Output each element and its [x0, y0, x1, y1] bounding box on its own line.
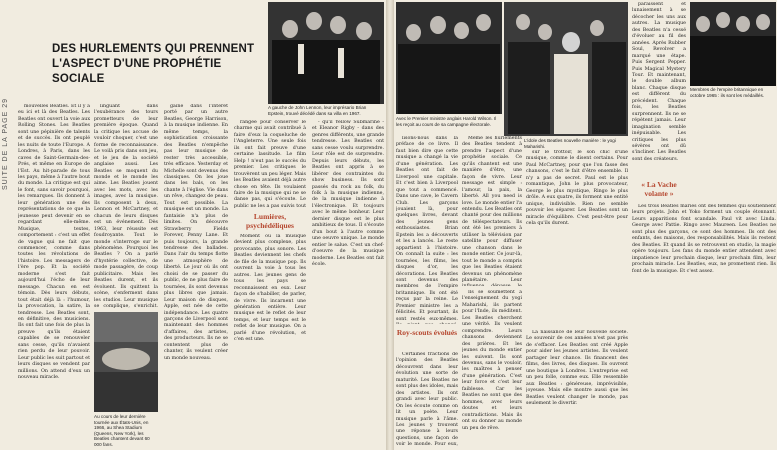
column-text: Ils se soumettent à l'enseignement du yogi Maharishi, ils partent pour l'Inde, ils méditent. Les Beatles cherchent une vérité. Ils veulent comprendre. Leurs chansons deviennent des prières. Et les jeunes du monde entier les suivent. Ils sont devenus, sans le vouloir, les maîtres à penser d'une génération. C'est leur force et c'est leur faiblesse. Car les Beatles ne sont que des hommes, avec leurs doutes et leurs contradictions. Mais ils ont su donner au monde un peu de rêve.: [462, 290, 522, 431]
photo-shea-stadium: [94, 312, 158, 412]
photo-harold-wilson: [396, 2, 502, 114]
column-text: sur le trottoir, le son chic d'une musique, comme le disent certains. Pour Paul McCartney, pour que l'on fasse des chansons, c'est le fait d'être ensemble. Il n'y a pas de secret. Paul est le plus romantique, John le plus provocateur, George le plus mystique, Ringo le plus drôle. A eux quatre, ils forment une entité unique, indivisible. Rien ne semble pouvoir les séparer. Les Beatles sont un miracle d'équilibre. C'est peut-être pour cela qu'ils durent.: [526, 150, 628, 226]
column-text: Certaines fractions de l'opinion des Beatles découvrent dans leur évolution une sorte de maturité. Les Beatles ne sont plus des idoles, mais des artistes. Ils ont grandi avec leur public. On les écoute comme on lit un poète. Leur musique parle à l'âme. Les jeunes y trouvent une réponse à leurs questions, une façon de voir le monde. Pour eux,: [396, 352, 458, 446]
column-text: rangée pour conserver le charme qui avait contribué à faire d'eux la coqueluche de l'Angleterre. Une seule fois ils ont fait preuve d'une certaine lassitude. Le film Help ! n'eut pas le succès du premier. Les critiques le trouvèrent un peu léger. Mais les Beatles avaient déjà autre chose en tête. Ils voulaient faire de la musique qui ne se danse pas, qui s'écoute. Le public ne les a pas suivis tout: [234, 120, 306, 208]
photo-mbe-medals: [690, 2, 776, 86]
column-text: Moment où la musique devient plus complexe, plus provocante, plus sonore. Les Beatles deviennent les chefs de file de la musique pop. Ils ouvrent la voie à tous les autres. Les jeunes gens de tous les pays se reconnaissent en eux. Leur façon de s'habiller, de parler, de vivre. Ils incarnent une génération entière. Leur musique est le reflet de leur temps, et leur temps est le reflet de leur musique. On a parlé d'une révolution, et c'en est une.: [234, 234, 306, 343]
column-8: [526, 150, 628, 326]
column-3: [164, 104, 228, 446]
caption-mbe: Membres de l'empire britannique en octobre 1965 : ils sont les médaillés.: [690, 87, 765, 98]
column-text: lisons-nous dans la préface de ce livre. Il faut bien dire que cette musique a changé la vie d'une génération. Les Beatles ont fait de Liverpool une capitale. Et c'est bien à Liverpool que tout a commencé. Dans une cave, le Cavern Club. Les garçons jouaient là, pour quelques livres, devant des jeunes gens enthousiastes. Brian Epstein les a découverts et les a lancés. Le reste appartient à l'histoire. On connaît la suite : les tournées, les films, les disques d'or, les décorations. Les Beatles sont devenus des membres de l'empire britannique. Ils ont été reçus par la reine. Le Premier ministre les a félicités. Et pourtant, ils sont restés eux-mêmes.: [396, 136, 458, 322]
column-9: [632, 2, 686, 174]
column-text: paraissent et lunaisement à se décocher les uns aux autres. La musique des Beatles n'a cessé d'évoluer au fil des années. Après Rubber Soul, Revolver a marqué une étape. Puis Sergent Pepper. Puis Magical Mystery Tour. Et maintenant, le double album blanc. Chaque disque est différent du précédent. Chaque fois, les Beatles surprennent. Ils ne se répètent jamais. Leur imagination semble inépuisable. Les critiques les plus sévères ont dû s'incliner. Les Beatles sont des créateurs.: [632, 2, 686, 162]
column-6: [396, 136, 458, 324]
column-text: Les trois Beatles mariés ont des femmes qui soutiennent leurs projets. John et Yoko forment un couple étonnant. Leurs apparitions font scandale. Paul vit avec Linda. George avec Pattie. Ringo avec Maureen. Les Beatles ne sont plus des garçons, ce sont des hommes. Ils ont des enfants, des maisons, des responsabilités. Mais ils restent des Beatles. Et quand ils se retrouvent en studio, la magie opère toujours. Les fans du monde entier attendent avec impatience leur prochain disque, leur prochain film, leur prochain miracle. Les Beatles, eux, ne promettent rien. Ils font de la musique. Et c'est assez.: [632, 204, 776, 274]
column-text: Même les hurlements des Beatles tendent à prendre l'aspect d'une prophétie sociale. Ce qu'ils chantent est une manière d'être, une façon de vivre. Leur message est simple : l'amour, la paix, la liberté. All you need is love. Le monde entier l'a entendu. Les Beatles ont chanté pour des millions de téléspectateurs. Ils ont été les premiers à utiliser la télévision par satellite pour diffuser une chanson dans le monde entier. Ce jour-là, tout le monde a compris que les Beatles étaient devenus un phénomène planétaire. Leur: [462, 136, 522, 283]
caption-maharishi: L'idole des Beatles nouvelle manière : le yogi Maharishi.: [524, 138, 616, 149]
article-title: DES HURLEMENTS QUI PRENNENT L'ASPECT D'UNE PROPHÉTIE SOCIALE: [52, 43, 255, 85]
photo-maharishi: [504, 2, 628, 136]
subhead-vache: « La Vache volante »: [641, 180, 677, 198]
column-7b: [462, 290, 522, 446]
column-text: linguant dans l'exubérance des tours prometteurs de leur première époque. Quand la critique les accuse de vouloir choquer, c'est une forme de reconnaissance. Le voilà pris dans son jeu, et le jeu de la société anglaise aussi. Les Beatles se moquent du monde et le monde les aime. Les Beatles jouent avec les mots, avec les images, avec la musique. Ils composent à deux, Lennon et McCartney, et chacun de leurs disques est un événement. Dès 1963, leur réussite est foudroyante. Tout le monde s'interroge sur le phénomène. Pourquoi les Beatles ? On a parlé d'hystérie collective, de mode passagère, de coup publicitaire. Mais les Beatles durent, et ils évoluent. Ils quittent la scène, s'enferment dans les studios. Leur musique se complique, s'enrichit.: [94, 104, 158, 310]
column-6b: [396, 352, 458, 446]
column-4b: [234, 234, 306, 446]
subhead-lumieres: Lumières, psychédéliques: [246, 212, 294, 230]
column-2: [94, 104, 158, 310]
column-8b: [526, 330, 628, 446]
subhead-scouts: Roy-scouts évolués: [396, 328, 458, 337]
photo-beatles-epstein: [268, 2, 384, 104]
column-1: [18, 104, 90, 446]
column-5: [312, 120, 384, 446]
column-4: [234, 120, 306, 208]
page-gutter: [386, 0, 394, 450]
caption-shea: Au cours de leur dernière tournée aux États-Unis, en 1966, au Shea Stadium (Queens, New York), les Beatles chantent devant 60 000 fans.: [94, 414, 150, 447]
caption-epstein: A gauche de John Lennon, leur imprésario Brian Epstein, trouvé décédé dans sa villa en 1967.: [268, 105, 367, 116]
page-folio: SUITE DE LA PAGE 29: [2, 97, 9, 190]
column-text: - qu'il Yellow Submarine - et Eleanor Rigby - dans des genres différents, une grande tendresse. Les Beatles ont sans cesse voulu surprendre. Leur rôle est de surprendre. Depuis leurs débuts, les Beatles ont appris à se libérer des contraintes du show business. Ils sont passés du rock au folk, du folk à la musique indienne, de la musique indienne à l'électronique. Et toujours avec le même bonheur. Leur dernier disque est le plus ambitieux de tous. Il s'écoute d'un bout à l'autre comme une oeuvre unique. Le monde entier le salue. C'est un chef-d'oeuvre de la musique moderne. Les Beatles ont fait école.: [312, 120, 384, 267]
column-9b: [632, 204, 776, 446]
column-text: gaine dans l'intérêt porté par un autre Beatles, George Harrison, à la musique indienne. En même temps, la sophistication croissante des Beatles n'empêche pas leur musique de rester très accessible, très efficace. Yesterday et Michelle sont devenus des classiques. On les joue dans les bals, on les chante à l'église. Vie dans un rêve, changez de peau. Tout est possible. La musique est un monde. La fantaisie n'a plus de limites. On découvre Strawberry Fields Forever, Penny Lane. Et puis toujours, la grande tendresse des ballades. Dans l'air du temps flotte une atmosphère de liberté. Le jour où ils ont choisi de se passer du public, de ne plus faire de tournées, ils sont devenus plus libres que jamais. Leur maison de disques, Apple, est née de cette indépendance. Les quatre garçons de Liverpool sont maintenant des hommes d'affaires, des artistes, des producteurs. Ils ne se contentent plus de chanter, ils veulent créer un monde nouveau.: [164, 104, 228, 361]
column-7: [462, 136, 522, 286]
column-text: mouvelles Beatles. Et il y a eu ici et là des Beatles. Les Beatles ont ouvert la voie aux Rolling Stones. Les Beatles sont une pépinière de talents et de succès. Ils ont peuplé les nuits de toute l'Europe. A Londres, à Paris, dans les caves de Saint-Germain-des-Prés, et même en Europe de l'Est. Au hit-parade de tous les pays, même à l'autre bout du monde. La critique est qui le font, sans savoir pourquoi, les remarques. Ils donnent à leur génération une des représentations de ce que la jeunesse peut devenir en se regardant elle-même. Musique, textes, comportement : c'est un effet de vague qui ne fait que commencer, comme dans toutes les révolutions de l'histoire. Les messagers de l'ère pop. Et la société moderne s'est fait aujourd'hui l'écho de leur message. Chacun en est témoin. Dès leurs débuts, tout était déjà là : l'humour, la provocation, la satire, la tendresse. Les Beatles sont, en définitive, des musiciens. Ils ont fait une fois de plus la preuve qu'ils étaient capables de se renouveler sans cesse, qu'ils n'avaient rien perdu de leur pouvoir. Leur public les suit partout et leurs disques se vendent par millions. On attend d'eux un nouveau miracle.: [18, 104, 90, 381]
column-text: La naissance de leur nouvelle société. Le souvenir de ces années n'est pas près de s'effacer. Les Beatles ont créé Apple pour aider les jeunes artistes. Ils veulent partager leur chance. Ils financent des films, des livres, des disques. Ils ouvrent une boutique à Londres. L'entreprise est un peu folle, comme eux. Elle ressemble aux Beatles : généreuse, imprévisible, joyeuse. Mais elle montre aussi que les Beatles veulent changer le monde, pas seulement le divertir.: [526, 330, 628, 406]
caption-wilson: Avec le Premier ministre anglais Harold Wilson. Il les reçoit au cours de sa campagne électorale.: [396, 116, 497, 127]
